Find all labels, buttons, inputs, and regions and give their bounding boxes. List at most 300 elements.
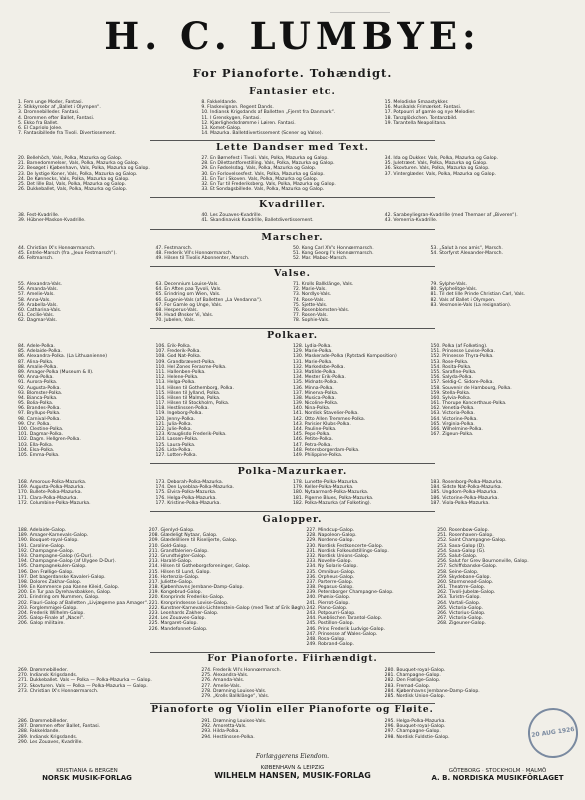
list-fantasier	[18, 100, 568, 137]
catalogue-entry: 285. Nordisk Union-Galop.	[384, 693, 446, 699]
catalogue-column	[18, 528, 149, 648]
catalogue-entry: 223. Leonhards Zakher-Galop.	[148, 611, 219, 616]
divider	[150, 652, 435, 653]
catalogue-entry: 274. Frederik VII's Honnœrmarsch.	[201, 668, 281, 673]
catalogue-entry: 140. Nina-Polka.	[293, 406, 331, 412]
catalogue-entry: 284. Kjøbenhavns Jernbane-Damp-Galop.	[384, 688, 480, 694]
catalogue-entry: 239. Petersborger Champagne-Galop.	[306, 590, 394, 596]
subtitle-pianoforte: For Pianoforte. Tohændigt.	[192, 66, 393, 80]
catalogue-entry: 81. Til det lille Prinde Christian Carl, Vals.	[430, 292, 526, 298]
catalogue-entry: 280. Bouquet-royal-Galop.	[384, 668, 446, 673]
catalogue-entry: 157. Seldig-C. Sidore-Polka.	[430, 380, 494, 386]
catalogue-entry: 215. Hilsen til Lund, Galop.	[148, 569, 211, 575]
catalogue-entry: 240. Phønix-Galop.	[306, 595, 351, 601]
catalogue-entry: 118. Hestlinssen-Polka.	[155, 406, 209, 412]
catalogue-entry: 193. Champagne-Galop (G-Dur).	[18, 553, 93, 559]
catalogue-entry: 259. Skydebane-Galop.	[437, 574, 491, 580]
catalogue-entry: 245. Postillon-Galop.	[306, 621, 354, 627]
catalogue-entry: 158. Souvenir de Hambourg, Polka.	[430, 385, 512, 391]
catalogue-column	[18, 156, 201, 193]
catalogue-entry: 98. Carnival-Polka.	[18, 416, 61, 422]
catalogue-entry: 144. Pauline-Polka.	[293, 427, 337, 432]
heading-kvadriller: Kvadriller.	[259, 199, 326, 210]
catalogue-entry: 174. Den Lyseblaa-Polka-Mazurka.	[155, 485, 235, 491]
catalogue-entry: 50. Kong Carl XV's Honnœrmarsch.	[293, 246, 374, 251]
catalogue-entry: 129. Marie-Polka.	[293, 349, 333, 355]
catalogue-entry: 47. Festmarsch.	[155, 246, 193, 251]
catalogue-entry: 139. Nicoline-Polka.	[293, 401, 339, 407]
catalogue-entry: 200. En Tur paa Dyrehavsbakken, Galop.	[18, 590, 112, 596]
catalogue-column	[156, 282, 294, 324]
catalogue-entry: 70. Jubelen, Vals.	[155, 318, 195, 324]
catalogue-entry: 297. Champagne-Galop.	[384, 729, 441, 735]
catalogue-entry: 67. For Gamle og Unge, Vals.	[155, 302, 223, 308]
catalogue-entry: 296. Bouquet-royal-Galop.	[384, 724, 446, 730]
catalogue-entry: 210. Gold-Galop.	[148, 543, 188, 549]
heading-fantasier: Fantasier etc.	[249, 86, 336, 97]
catalogue-entry: 141. Nordisk Stavelier-Polka.	[293, 411, 359, 417]
catalogue-column	[437, 528, 568, 648]
catalogue-entry: 96. Brandes-Polka.	[18, 406, 61, 412]
catalogue-entry: 207. Gjenlyd-Galop.	[148, 528, 195, 533]
catalogue-entry: 226. Mandefonnet-Galop.	[148, 626, 208, 632]
catalogue-entry: 246. Prins Frederik Ludvigs-Galop.	[306, 626, 385, 632]
catalogue-entry: 1. Fem unge Moder, Fantasi.	[18, 100, 84, 105]
catalogue-entry: 6. El Capriolo Jolee.	[18, 125, 63, 131]
catalogue-entry: 238. Pegasus-Galop.	[306, 585, 354, 591]
catalogue-entry: 248. Rosa-Galop.	[306, 636, 346, 642]
catalogue-entry: 252. Saint Champagne-Galop.	[437, 538, 507, 544]
catalogue-entry: 40. Les Zouaves-Kvadrille.	[201, 213, 262, 218]
catalogue-entry: 94. Bianca-Polka.	[18, 395, 58, 401]
catalogue-entry: 127. Lotten-Polka.	[155, 452, 198, 458]
divider	[150, 511, 435, 512]
catalogue-column	[201, 213, 384, 225]
catalogue-entry: 99. Chr. Polka.	[18, 421, 51, 427]
catalogue-entry: 162. Venetia-Polka.	[430, 406, 475, 412]
list-firhaendigt	[18, 668, 568, 700]
catalogue-entry: 242. Piano-Galop.	[306, 605, 348, 611]
catalogue-entry: 191. Caroline-Galop.	[18, 543, 66, 549]
catalogue-entry: 27. En Børnefest i Tivoli. Vals, Polka, Mazurka og Galop.	[201, 156, 329, 161]
catalogue-column	[201, 668, 384, 700]
catalogue-entry: 79. Sylphe-Vals.	[430, 282, 467, 287]
catalogue-entry: 166. Wilhelmine-Polka.	[430, 427, 483, 432]
list-kvadriller	[18, 213, 568, 225]
catalogue-entry: 145. Peps-Polka.	[293, 432, 331, 438]
catalogue-entry: 148. Petersborgerdam-Polka.	[293, 447, 360, 453]
catalogue-entry: 86. Alexandra-Polka. (La Lithuanienne)	[18, 354, 108, 360]
catalogue-entry: 241. Pierrot-Galop.	[306, 600, 350, 606]
catalogue-entry: 122. Julie-Polka.	[155, 427, 193, 432]
footer-center-city: KØBENHAVN & LEIPZIG	[260, 765, 325, 771]
catalogue-entry: 172. Columbine-Polka-Mazurka.	[18, 500, 91, 506]
catalogue-entry: 84. Adele-Polka.	[18, 344, 55, 349]
catalogue-entry: 250. Rosenbow-Galop.	[437, 528, 489, 533]
catalogue-entry: 173. Deborah-Polka-Mazurka.	[155, 480, 224, 485]
footer-left	[12, 768, 162, 782]
catalogue-entry: 32. En Tur til Frederiksberg. Vals, Polka, Mazurka og Galop.	[201, 181, 336, 187]
catalogue-entry: 256. Salut for Grev Bournonville, Galop.	[437, 559, 529, 565]
catalogue-column	[201, 100, 384, 137]
catalogue-entry: 197. Det bagerdanske Kavaleri-Galop.	[18, 574, 106, 580]
catalogue-entry: 46. Feltmarsch.	[18, 256, 54, 262]
catalogue-entry: 130. Maskerade-Polka (Rytstadi Komposition)	[293, 354, 397, 360]
footer-center	[175, 765, 410, 779]
catalogue-column	[385, 100, 568, 137]
catalogue-entry: 119. Ingeborg-Polka.	[155, 411, 203, 417]
catalogue-entry: 10. Indiansk Krigsdands af Balletten „Fjernt fra Danmark“.	[201, 110, 336, 116]
catalogue-entry: 295. Helga-Polka-Mazurka.	[384, 719, 446, 724]
catalogue-entry: 277. Amelie-Vals.	[201, 683, 241, 689]
catalogue-entry: 260. Stormsnead-Galop.	[437, 579, 494, 585]
catalogue-entry: 263. Turistn-Galop.	[437, 595, 481, 601]
catalogue-entry: 206. Galop militaire.	[18, 621, 65, 627]
catalogue-entry: 208. Glædeligt Nytaar, Galop.	[148, 533, 218, 539]
list-violin	[18, 719, 568, 746]
catalogue-entry: 85. Adelaide-Polka.	[18, 349, 62, 355]
catalogue-entry: 247. Prinsesse af Wales-Galop.	[306, 631, 378, 637]
catalogue-entry: 181. Pigerne Blues, Polka-Mazurka.	[293, 495, 374, 501]
catalogue-entry: 30. En Forlovelsesfest. Vals, Polka, Mazurka og Galop.	[201, 171, 325, 177]
catalogue-entry: 283. Fremad-Galop.	[384, 683, 431, 689]
catalogue-entry: 121. Julia-Polka.	[155, 421, 193, 427]
catalogue-entry: 22. Besøget i Kjøbenhavn, Vals, Polka, Mazurka og Galop.	[18, 166, 150, 172]
composer-title: H. C. LUMBYE:	[104, 14, 481, 58]
catalogue-entry: 7. Fantasibillede fra Tivoli. Divertissement.	[18, 131, 116, 137]
catalogue-entry: 265. Victoria-Galop.	[437, 605, 484, 611]
catalogue-entry: 268. Zigeuner-Galop.	[437, 621, 486, 627]
catalogue-entry: 90. Anna-Polka.	[18, 375, 54, 381]
catalogue-entry: 289. Indiansk Krigsdands.	[18, 734, 78, 740]
catalogue-entry: 24. De Kønnecks, Vals, Polka, Mazurka og Galop.	[18, 176, 130, 182]
catalogue-entry: 290. Les Zouaves, Kvadrille.	[18, 739, 83, 745]
catalogue-entry: 13. Komet-Galop.	[201, 125, 242, 131]
catalogue-entry: 258. Seine-Galop.	[437, 569, 479, 575]
catalogue-entry: 154. Rosita-Polka.	[430, 364, 472, 370]
footer-right-name: NORDISKA MUSIKFÖRLAGET	[452, 774, 564, 782]
catalogue-entry: 171. Clara-Polka-Mazurka.	[18, 495, 78, 501]
catalogue-entry: 103. Ella-Polka.	[18, 442, 54, 448]
catalogue-entry: 77. Rosen-Vals.	[293, 313, 328, 319]
catalogue-entry: 217. Juliette-Galop.	[148, 579, 194, 585]
catalogue-entry: 167. Zigeun-Polka.	[430, 432, 474, 438]
catalogue-column	[18, 719, 201, 746]
catalogue-entry: 282. Den Frøllige-Galop.	[384, 678, 441, 684]
catalogue-entry: 36. Skovturen. Vals, Polka, Mazurka og Galop.	[384, 166, 490, 172]
catalogue-entry: 156. Salyda-Polka.	[430, 375, 473, 381]
handwritten-scribble	[330, 0, 390, 13]
catalogue-entry: 120. Jenny-Polka.	[155, 416, 196, 422]
catalogue-entry: 59. Arabella-Vals.	[18, 302, 58, 308]
catalogue-entry: 39. Hübner-Maskon-Kvadrille.	[18, 218, 86, 224]
catalogue-entry: 136. Minna-Polka.	[293, 385, 334, 391]
catalogue-entry: 235. Omnibus-Galop.	[306, 569, 356, 575]
heading-firhaendigt: For Pianoforte. Fiirhændigt.	[207, 654, 378, 664]
catalogue-entry: 54. Storfyrst Alexander-Marsch.	[430, 251, 504, 257]
catalogue-entry: 109. Grandbrævest-Polka.	[155, 359, 216, 365]
catalogue-entry: 25. Det lille Bal, Vals, Polka, Mazurka og Galop.	[18, 181, 127, 187]
divider	[150, 140, 435, 141]
footer-left-name: NORSK MUSIK-FORLAG	[42, 774, 132, 782]
catalogue-entry: 88. Amalie-Polka.	[18, 364, 58, 370]
catalogue-entry: 17. Potpourri af gamle og nye Melodier.	[384, 110, 476, 116]
catalogue-entry: 56. Amanda-Vals.	[18, 287, 58, 293]
catalogue-entry: 66. Eugenie-Vals (af Balletten „La Vendanna“).	[155, 297, 263, 303]
catalogue-entry: 244. Pueblischen Tarantol-Galop.	[306, 616, 383, 622]
catalogue-entry: 169. Augusta-Polka-Mazurka.	[18, 485, 85, 491]
catalogue-entry: 16. Musikalsk Frimærket. Fantasi.	[384, 105, 462, 111]
list-galopper	[18, 528, 568, 648]
catalogue-entry: 132. Markedsbe-Polka.	[293, 364, 345, 370]
catalogue-entry: 57. Amelie-Vals.	[18, 292, 55, 298]
catalogue-entry: 92. Augusta-Polka.	[18, 385, 61, 391]
catalogue-entry: 37. Vinterglæder. Vals, Polka, Mazurka og Galop.	[384, 171, 496, 177]
catalogue-column	[18, 668, 201, 700]
catalogue-entry: 74. Rose-Vals.	[293, 297, 325, 303]
catalogue-entry: 72. Marie-Vals.	[293, 287, 327, 293]
catalogue-entry: 276. Amanda-Vals.	[201, 678, 245, 684]
catalogue-entry: 49. Hilsen til Tivolis Abonnenter, Marsch.	[155, 256, 250, 262]
catalogue-entry: 152. Prinsesse Thyra-Polka.	[430, 354, 494, 360]
catalogue-entry: 117. Hilsen til Stockholm, Polka.	[155, 401, 230, 407]
catalogue-entry: 55. Alexandra-Vals.	[18, 282, 63, 287]
catalogue-entry: 65. Erindring om Wien, Vals.	[155, 292, 221, 298]
catalogue-entry: 198. Dolores Zakhar-Galop.	[18, 579, 82, 585]
catalogue-entry: 123. Krauglisdo Frederik-Polka.	[155, 432, 227, 438]
catalogue-entry: 214. Hilsen til Gotheborgsforeninger, Galop.	[148, 564, 251, 570]
catalogue-entry: 272. Skovturen. Vals — Polka — Polka-Mazurka — Galop.	[18, 683, 148, 689]
catalogue-entry: 213. Harald-Galop.	[148, 559, 193, 565]
catalogue-entry: 115. Hilsen til Jylland, Polka.	[155, 390, 221, 396]
catalogue-entry: 195. Champagnekulen-Galop.	[18, 564, 87, 570]
catalogue-entry: 29. En Fødselsdag. Vals, Polka, Mazurka og Galop.	[201, 166, 317, 172]
catalogue-entry: 150. Polka (af Folketing).	[430, 344, 488, 349]
catalogue-entry: 227. Mindcup-Galop.	[306, 528, 355, 533]
catalogue-entry: 218. Kjøbenhavns Jernbane-Damp-Galop.	[148, 585, 244, 591]
catalogue-entry: 243. Potpourri-Galop.	[306, 611, 356, 616]
catalogue-entry: 18. Tanzglöckchen. Tontanzbild.	[384, 115, 458, 121]
catalogue-entry: 104. Elsa-Polka.	[18, 447, 55, 453]
catalogue-entry: 135. Midnats-Polka.	[293, 380, 338, 386]
catalogue-entry: 5. Ekko fra Ballet.	[18, 120, 59, 126]
catalogue-entry: 63. Decennium Louise-Vals.	[155, 282, 219, 287]
catalogue-entry: 281. Champagne-Galop.	[384, 673, 441, 679]
catalogue-entry: 292. Amoretta-Vals.	[201, 724, 247, 730]
catalogue-entry: 159. Stella-Polka.	[430, 390, 471, 396]
catalogue-entry: 44. Christian IX's Honnœrmarsch.	[18, 246, 96, 251]
catalogue-entry: 187. Viola-Polka-Mazurka.	[430, 500, 490, 506]
catalogue-entry: 249. Robrand-Galop.	[306, 642, 355, 648]
catalogue-entry: 106. Erik-Polka.	[155, 344, 192, 349]
catalogue-entry: 142. Otto Allen Tremmes-Polka.	[293, 416, 366, 422]
catalogue-entry: 194. Champagne-Galop (af Ulygee D-Dur).	[18, 559, 117, 565]
catalogue-entry: 170. Bullete-Polka-Mazurka.	[18, 490, 83, 496]
catalogue-entry: 286. Drømmebilleder.	[18, 719, 68, 724]
catalogue-column	[18, 213, 201, 225]
heading-polkaer: Polkaer.	[266, 330, 319, 341]
catalogue-entry: 100. Clestine-Polka.	[18, 427, 64, 432]
catalogue-entry: 73. Nordlys-Vals.	[293, 292, 332, 298]
catalogue-entry: 190. Bouquet-royal-Galop.	[18, 538, 79, 544]
catalogue-entry: 95. Bolia-Polka.	[18, 401, 54, 407]
catalogue-entry: 14. Mazurka. Balletdivertissement (Scener og Valse).	[201, 131, 324, 137]
catalogue-entry: 204. Frederik Wilhelm-Galop.	[18, 611, 85, 616]
catalogue-entry: 257. Schiffsbanske-Galop.	[437, 564, 498, 570]
catalogue-column	[18, 282, 156, 324]
catalogue-entry: 155. Sarafine-Polka.	[430, 369, 477, 375]
catalogue-entry: 101. Dagmar-Polka.	[18, 432, 64, 438]
catalogue-column	[431, 480, 569, 507]
catalogue-entry: 222. Kunstner-Karnevals-Lichtenstein-Galop (med Text af Erik Bøgh).	[148, 605, 307, 611]
catalogue-entry: 264. Vartali-Galop.	[437, 600, 481, 606]
catalogue-entry: 38. Fest-Kvadrille.	[18, 213, 60, 218]
catalogue-entry: 287. Drømmen efter Ballet, Fantasi.	[18, 724, 101, 730]
catalogue-entry: 82. Vals af Ballet i Olympen.	[430, 297, 496, 303]
catalogue-entry: 224. Les Zouaves-Galop.	[148, 616, 206, 622]
list-polka-mazurkaer	[18, 480, 568, 507]
catalogue-entry: 165. Virginia-Polka.	[430, 421, 475, 427]
catalogue-entry: 255. Salut-Galop.	[437, 553, 478, 559]
catalogue-entry: 128. Lydia-Polka.	[293, 344, 332, 349]
catalogue-entry: 205. Galop-Finale af „Nacel“.	[18, 616, 85, 622]
catalogue-entry: 33. Et Sondagsbillede. Vals, Polka, Mazurka og Galop.	[201, 187, 325, 193]
catalogue-entry: 261. Theatrre-Galop.	[437, 585, 486, 591]
catalogue-entry: 230. Nordisk Festkoncerte-Galop.	[306, 543, 384, 549]
catalogue-entry: 175. Elvira-Polka-Mazurka.	[155, 490, 217, 496]
catalogue-entry: 143. Parisier Klubs-Polka.	[293, 421, 351, 427]
heading-galopper: Galopper.	[262, 514, 323, 525]
catalogue-entry: 58. Anna-Vals.	[18, 297, 51, 303]
divider	[150, 463, 435, 464]
catalogue-column	[156, 480, 294, 507]
catalogue-entry: 76. Rosenblomsten-Vals.	[293, 307, 350, 313]
catalogue-entry: 262. Tivoli-Jubelæ-Galop.	[437, 590, 496, 596]
catalogue-entry: 178. Lunette-Polka-Mazurka.	[293, 480, 359, 485]
catalogue-entry: 78. Sophie-Vals.	[293, 318, 330, 324]
catalogue-entry: 186. Victorine-Polka-Mazurka.	[430, 495, 499, 501]
catalogue-entry: 203. Forglemmigei-Galop.	[18, 605, 78, 611]
catalogue-column	[293, 282, 431, 324]
footer-right	[420, 768, 575, 782]
catalogue-entry: 60. Catharina-Vals.	[18, 307, 62, 313]
catalogue-entry: 269. Drømmebilleder.	[18, 668, 68, 673]
catalogue-entry: 253. Saxa-Galop (D).	[437, 543, 486, 549]
catalogue-entry: 229. Nordens-Galop.	[306, 538, 354, 544]
catalogue-entry: 212. Grundtvigter-Galop.	[148, 553, 207, 559]
catalogue-column	[156, 246, 294, 263]
catalogue-column	[293, 246, 431, 263]
catalogue-entry: 179. Keller-Polka-Mazurka.	[293, 485, 354, 491]
catalogue-entry: 216. Hortenzia-Galop.	[148, 574, 200, 580]
catalogue-entry: 23. De lystige Koner, Vals, Polka, Mazurka og Galop.	[18, 171, 138, 177]
catalogue-entry: 91. Aurora-Polka.	[18, 380, 58, 386]
catalogue-entry: 51. Kong Georg I's Honnœrmarsch.	[293, 251, 374, 257]
catalogue-entry: 68. Hesperus-Vals.	[155, 307, 198, 313]
heading-valse: Valse.	[274, 268, 311, 279]
catalogue-column	[293, 480, 431, 507]
catalogue-column	[385, 156, 568, 193]
list-lette-dandser	[18, 156, 568, 193]
catalogue-entry: 153. Rose-Polka.	[430, 359, 469, 365]
divider	[150, 328, 435, 329]
heading-polka-mazurkaer: Polka-Mazurkaer.	[237, 466, 348, 477]
catalogue-entry: 124. Lassen-Polka.	[155, 437, 199, 443]
catalogue-entry: 271. Dukkeballet. Vals — Polka — Polka-Mazurka — Galop.	[18, 678, 152, 684]
catalogue-column	[18, 344, 156, 459]
list-polkaer	[18, 344, 568, 459]
catalogue-entry: 209. Glædelilliere til Riselijerte, Galop.	[148, 538, 238, 544]
catalogue-entry: 97. Bryllups-Polka.	[18, 411, 61, 417]
catalogue-entry: 168. Amorous-Polka-Mazurka.	[18, 480, 87, 485]
catalogue-entry: 273. Christian IX's Honnœrmarsch.	[18, 688, 99, 694]
catalogue-entry: 160. Sylvia-Polka.	[430, 395, 472, 401]
catalogue-entry: 31. En Tur i Skoven. Vals, Polka, Mazurka og Galop.	[201, 176, 319, 182]
catalogue-entry: 234. Ny Solaris-Galop.	[306, 564, 358, 570]
catalogue-entry: 20. Bellehöch, Vals, Polka, Mazurka og Galop.	[18, 156, 123, 161]
heading-marscher: Marscher.	[261, 232, 324, 243]
heading-violin: Pianoforte og Violin eller Pianoforte og Fløite.	[151, 705, 434, 715]
catalogue-entry: 279. „Krolls Ballklänge“, Vals.	[201, 693, 270, 699]
catalogue-entry: 87. Alina-Polka.	[18, 359, 54, 365]
catalogue-entry: 45. Entrée-Marsch (fra „Jeux Festmarsch“).	[18, 251, 117, 257]
catalogue-entry: 11. I Grenskygen, Fantasi.	[201, 115, 261, 121]
catalogue-entry: 8. Fakkeldande.	[201, 100, 238, 105]
catalogue-entry: 2. Stikkyrsebr af „Ballet i Olympen“.	[18, 105, 101, 111]
catalogue-entry: 80. Sylphelitge-Vals.	[430, 287, 478, 293]
catalogue-entry: 164. Victorine-Polka.	[430, 416, 478, 422]
divider	[150, 266, 435, 267]
catalogue-entry: 107. Frederik-Polka.	[155, 349, 201, 355]
publisher-note: Forlæggerens Eiendom.	[255, 753, 330, 760]
catalogue-entry: 267. Victoria-Galop.	[437, 616, 484, 622]
catalogue-entry: 196. Den Frøllige-Galop.	[18, 569, 74, 575]
catalogue-entry: 220. Kronprinds Frederiks-Galop.	[148, 595, 225, 601]
catalogue-entry: 183. Rosenborg-Polka-Mazurka.	[430, 480, 503, 485]
catalogue-entry: 125. Laura-Polka.	[155, 442, 196, 448]
catalogue-entry: 189. Amager-Karnevals-Galop.	[18, 533, 89, 539]
catalogue-column	[18, 100, 201, 137]
catalogue-entry: 15. Melodiske Smaastykker.	[384, 100, 449, 105]
catalogue-entry: 34. Ida og Dukker. Vals, Polka, Mazurka og Galop.	[384, 156, 499, 161]
catalogue-entry: 69. Hvad Ønsker Vi, Vals.	[155, 313, 214, 319]
catalogue-entry: 93. Blomster-Polka.	[18, 390, 63, 396]
catalogue-entry: 232. Nordisk Unions-Galop.	[306, 553, 370, 559]
catalogue-entry: 42. Sarabeyliegran-Kvadrille (med Themaer af „Biveren“).	[384, 213, 518, 218]
catalogue-entry: 137. Minerva-Polka.	[293, 390, 339, 396]
catalogue-entry: 149. Philippine-Polka.	[293, 452, 343, 458]
catalogue-entry: 138. Musica-Polka.	[293, 395, 336, 401]
catalogue-entry: 12. Kjærlighedsdrømme i Løiren. Fantasi.	[201, 120, 296, 126]
catalogue-entry: 108. God Nat-Polka.	[155, 354, 202, 360]
catalogue-entry: 28. En Dilettantforestilling. Vals, Polka, Mazurka og Galop.	[201, 161, 335, 167]
catalogue-entry: 62. Dagmar-Vals.	[18, 318, 58, 324]
catalogue-entry: 211. Grandfalerien-Galop.	[148, 548, 209, 554]
catalogue-column	[431, 246, 569, 263]
catalogue-entry: 225. Margaret-Galop.	[148, 621, 198, 627]
divider	[150, 229, 435, 230]
catalogue-entry: 182. Polka-Mazurka (af Folketing).	[293, 500, 372, 506]
catalogue-entry: 294. Hestlinssen-Polka.	[201, 734, 255, 740]
catalogue-entry: 254. Saxa-Galop (G).	[437, 548, 486, 554]
catalogue-column	[18, 246, 156, 263]
catalogue-entry: 161. Thorupe Koncerthaus-Polka.	[430, 401, 507, 407]
list-marscher	[18, 246, 568, 263]
catalogue-entry: 48. Frederik VII's Honnœrmarsch.	[155, 251, 233, 257]
catalogue-entry: 199. En Kommerce paa Kanne Kileid, Galop.	[18, 585, 120, 591]
catalogue-entry: 219. Kongebrud-Galop.	[148, 590, 203, 596]
catalogue-entry: 228. Napoleon-Galop.	[306, 533, 357, 539]
